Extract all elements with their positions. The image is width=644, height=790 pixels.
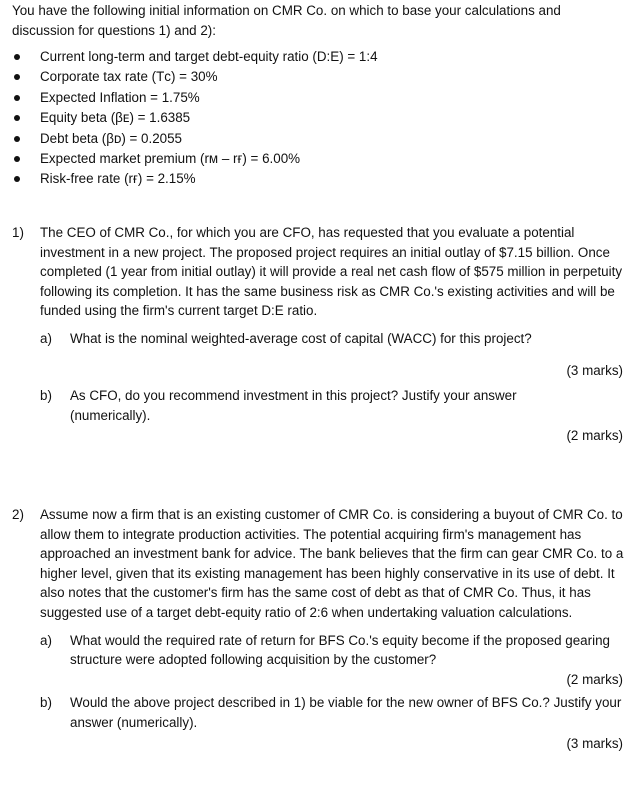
question-2a-marks: (2 marks) <box>566 671 623 687</box>
question-2a <box>40 631 627 690</box>
question-2b-letter: b) <box>40 695 52 711</box>
list-item <box>14 129 614 149</box>
given-information-list <box>14 47 614 190</box>
bullet-text: Risk-free rate (rғ) = 2.15% <box>40 171 196 187</box>
bullet-text: Corporate tax rate (Tᴄ) = 30% <box>40 69 218 85</box>
bullet-icon <box>14 115 20 121</box>
bullet-text: Equity beta (βᴇ) = 1.6385 <box>40 110 191 126</box>
list-item <box>14 88 614 108</box>
bullet-icon <box>14 74 20 80</box>
question-1a-marks: (3 marks) <box>566 362 623 378</box>
question-1a-text: What is the nominal weighted-average cost of capital (WACC) for this project? <box>70 330 532 346</box>
question-1-text: The CEO of CMR Co., for which you are CFO, has requested that you evaluate a potential investment in a new project. The proposed project requires an initial outlay of $7.15 billion. Once completed (1 year from initial outlay) it will provide a real net cash flow of $575 million in perpetuity following its completion. It has the same business risk as CMR Co.'s existing activities and will be funded using the firm's current target D:E ratio. <box>40 225 623 319</box>
intro-paragraph: You have the following initial information on CMR Co. on which to base your calculations and discussion for questions 1) and 2): <box>12 3 561 38</box>
list-item <box>14 149 614 169</box>
question-1 <box>12 223 627 446</box>
question-1a-letter: a) <box>40 330 52 346</box>
bullet-icon <box>14 95 20 101</box>
list-item <box>14 67 614 87</box>
bullet-text: Current long-term and target debt-equity ratio (D:E) = 1:4 <box>40 49 378 64</box>
question-1b-marks: (2 marks) <box>566 428 623 444</box>
question-2a-letter: a) <box>40 632 52 648</box>
question-2b-text: Would the above project described in 1) be viable for the new owner of BFS Co.? Justify your answer (numerically). <box>70 695 622 730</box>
bullet-icon <box>14 136 20 142</box>
question-1b <box>40 386 627 446</box>
bullet-icon <box>14 156 20 162</box>
bullet-text: Expected Inflation = 1.75% <box>40 89 200 105</box>
question-1b-text: As CFO, do you recommend investment in this project? Justify your answer (numerically). <box>70 388 517 423</box>
question-2b <box>40 693 627 753</box>
question-2-number: 2) <box>12 507 24 522</box>
question-2b-marks: (3 marks) <box>566 735 623 751</box>
question-2 <box>12 505 627 753</box>
list-item <box>14 169 614 189</box>
bullet-text: Debt beta (βᴅ) = 0.2055 <box>40 130 183 146</box>
question-2a-text: What would the required rate of return for BFS Co.'s equity become if the proposed gearing structure were adopted following acquisition by the customer? <box>70 632 610 668</box>
question-1-number: 1) <box>12 225 24 240</box>
question-2-text: Assume now a firm that is an existing customer of CMR Co. is considering a buyout of CMR Co. to allow them to integrate production activities. The potential acquiring firm's management has approached an investment bank for advice. The bank believes that the firm can gear CMR Co. to a higher level, given that its existing management has been highly conservative in its use of debt. It also notes that the customer's firm has the same cost of debt as that of CMR Co. Thus, it has suggested use of a target debt-equity ratio of 2:6 when undertaking valuation calculations. <box>40 507 624 620</box>
list-item <box>14 108 614 128</box>
bullet-icon <box>14 176 20 182</box>
bullet-text: Expected market premium (rᴍ – rғ) = 6.00% <box>40 150 301 166</box>
bullet-icon <box>14 54 20 60</box>
list-item <box>14 47 614 67</box>
question-1b-letter: b) <box>40 388 52 404</box>
question-1a <box>40 329 627 380</box>
